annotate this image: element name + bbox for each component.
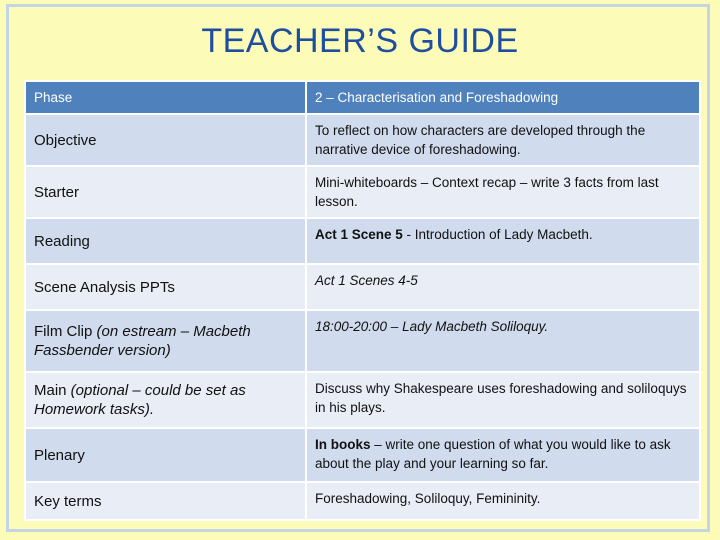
- plenary-value-rest: – write one question of what you would like to ask about the play and your learning so far.: [315, 437, 671, 471]
- film-clip-label-cell: [25, 310, 306, 372]
- reading-value-bold: Act 1 Scene 5: [315, 227, 403, 242]
- starter-value: Mini-whiteboards – Context recap – write 3 facts from last lesson.: [306, 166, 700, 218]
- phase-label: Phase: [25, 81, 306, 114]
- plenary-value-bold: In books: [315, 437, 371, 452]
- objective-label: Objective: [25, 114, 306, 166]
- film-clip-note: (on estream – Macbeth Fassbender version): [34, 323, 251, 359]
- table-row-starter: [25, 166, 700, 218]
- page-title: TEACHER’S GUIDE: [201, 22, 519, 60]
- key-terms-label: Key terms: [25, 482, 306, 520]
- table-row-plenary: [25, 428, 700, 482]
- table-row-main: [25, 372, 700, 428]
- film-clip-value: 18:00-20:00 – Lady Macbeth Soliloquy.: [306, 310, 700, 372]
- table-row-scene-analysis: [25, 264, 700, 310]
- reading-value: [306, 218, 700, 264]
- reading-label: Reading: [25, 218, 306, 264]
- plenary-label: Plenary: [25, 428, 306, 482]
- table-row-phase: [25, 81, 700, 114]
- film-clip-label: Film Clip: [34, 323, 93, 340]
- main-label: Main: [34, 382, 67, 399]
- scene-analysis-label: Scene Analysis PPTs: [25, 264, 306, 310]
- table-row-key-terms: [25, 482, 700, 520]
- main-note: (optional – could be set as Homework tasks).: [34, 382, 246, 418]
- table-row-film-clip: [25, 310, 700, 372]
- starter-label: Starter: [25, 166, 306, 218]
- table-row-reading: [25, 218, 700, 264]
- objective-value: To reflect on how characters are developed through the narrative device of foreshadowing.: [306, 114, 700, 166]
- main-label-cell: [25, 372, 306, 428]
- scene-analysis-value: Act 1 Scenes 4-5: [306, 264, 700, 310]
- table-row-objective: [25, 114, 700, 166]
- key-terms-value: Foreshadowing, Soliloquy, Femininity.: [306, 482, 700, 520]
- teacher-guide-table: [24, 80, 701, 521]
- plenary-value: [306, 428, 700, 482]
- reading-value-rest: - Introduction of Lady Macbeth.: [402, 227, 593, 242]
- main-value: Discuss why Shakespeare uses foreshadowing and soliloquys in his plays.: [306, 372, 700, 428]
- phase-value: 2 – Characterisation and Foreshadowing: [306, 81, 700, 114]
